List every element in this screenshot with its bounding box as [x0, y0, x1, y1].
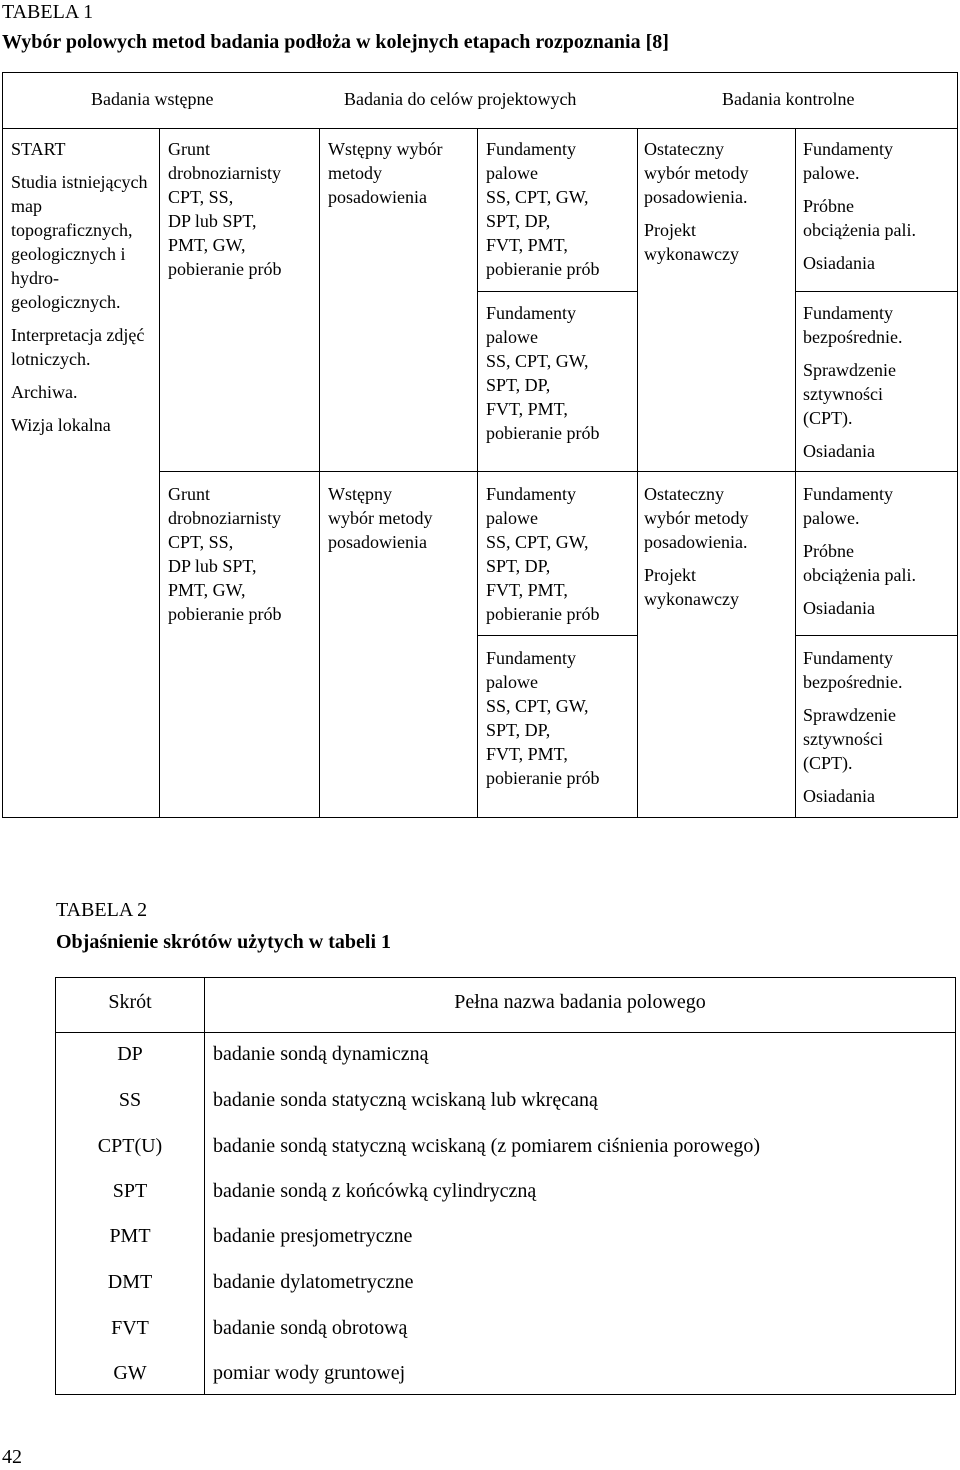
line: FVT, PMT, — [486, 399, 568, 419]
line: (CPT). — [803, 753, 853, 773]
abbr-cell: CPT(U) — [97, 1135, 163, 1157]
line: metody — [328, 163, 382, 183]
line: palowe — [486, 163, 538, 183]
page-number: 42 — [2, 1446, 22, 1468]
a-foundation-2 — [486, 301, 599, 445]
line: (CPT). — [803, 408, 853, 428]
line: SPT, DP, — [486, 375, 551, 395]
header-control: Badania kontrolne — [722, 89, 855, 109]
table2-label: TABELA 2 — [56, 899, 148, 921]
line: palowe — [486, 672, 538, 692]
line: Wstępny wybór — [328, 139, 443, 159]
abbr-cell: GW — [113, 1362, 147, 1384]
line: palowe — [486, 327, 538, 347]
a-preliminary — [328, 137, 442, 209]
line: SS, CPT, GW, — [486, 532, 589, 552]
header-preliminary: Badania wstępne — [91, 89, 214, 109]
grid-line — [795, 291, 957, 292]
line: palowe. — [803, 163, 860, 183]
a-control-1 — [803, 137, 916, 275]
b-preliminary — [328, 482, 432, 554]
grid-line — [477, 291, 637, 292]
line: posadowienia. — [644, 532, 748, 552]
line: Fundamenty — [803, 484, 893, 504]
col-full-header: Pełna nazwa badania polowego — [454, 991, 706, 1013]
line: Próbne — [803, 541, 854, 561]
full-name-cell: badanie sondą statyczną wciskaną (z pomiarem ciśnienia porowego) — [213, 1135, 761, 1157]
line: Ostateczny — [644, 484, 724, 504]
line: Osiadania — [803, 786, 875, 806]
b-final — [644, 482, 748, 611]
line: pobieranie prób — [168, 259, 282, 279]
start-cell — [11, 137, 156, 437]
b-soil — [168, 482, 281, 626]
grid-line — [477, 129, 478, 817]
line: Osiadania — [803, 598, 875, 618]
line: PMT, GW, — [168, 580, 246, 600]
a-final — [644, 137, 748, 266]
line: DP lub SPT, — [168, 211, 257, 231]
full-name-cell: badanie sondą obrotową — [213, 1317, 408, 1339]
line: Fundamenty — [486, 648, 576, 668]
line: sztywności — [803, 384, 883, 404]
grid-line — [477, 635, 637, 636]
line: SS, CPT, GW, — [486, 351, 589, 371]
grid-line — [795, 129, 796, 817]
a-foundation-1 — [486, 137, 599, 281]
line: Próbne — [803, 196, 854, 216]
line: bezpośrednie. — [803, 327, 903, 347]
abbr-cell: DMT — [107, 1271, 153, 1293]
line: Wstępny — [328, 484, 392, 504]
b-control-1 — [803, 482, 916, 620]
grid-line — [159, 471, 957, 472]
abbr-cell: DP — [117, 1043, 143, 1065]
line: FVT, PMT, — [486, 580, 568, 600]
line: Osiadania — [803, 441, 875, 461]
col-abbr-header: Skrót — [108, 991, 152, 1013]
line: pobieranie prób — [486, 423, 600, 443]
line: SPT, DP, — [486, 720, 551, 740]
grid-line — [56, 1032, 955, 1033]
line: pobieranie prób — [486, 768, 600, 788]
line: Fundamenty — [486, 139, 576, 159]
start-archives: Archiwa. — [11, 382, 78, 402]
start-studies: Studia istniejących map topograficznych, geologicznych i hydro-geologicznych. — [11, 172, 148, 312]
full-name-cell: badanie presjometryczne — [213, 1225, 413, 1247]
table2-title: Objaśnienie skrótów użytych w tabeli 1 — [56, 931, 391, 953]
line: pobieranie prób — [168, 604, 282, 624]
grid-line — [159, 129, 160, 817]
line: wykonawczy — [644, 589, 739, 609]
line: wybór metody — [328, 508, 433, 528]
full-name-cell: pomiar wody gruntowej — [213, 1362, 406, 1384]
grid-line — [204, 978, 205, 1394]
line: CPT, SS, — [168, 187, 234, 207]
b-foundation-1 — [486, 482, 599, 626]
table2 — [55, 977, 956, 1395]
line: PMT, GW, — [168, 235, 246, 255]
line: Fundamenty — [486, 303, 576, 323]
line: Grunt — [168, 139, 210, 159]
abbr-cell: SPT — [112, 1180, 148, 1202]
b-control-2 — [803, 646, 902, 808]
line: obciążenia pali. — [803, 565, 916, 585]
line: Projekt — [644, 565, 696, 585]
abbr-cell: FVT — [111, 1317, 149, 1339]
grid-line — [319, 129, 320, 817]
line: pobieranie prób — [486, 604, 600, 624]
line: pobieranie prób — [486, 259, 600, 279]
line: Sprawdzenie — [803, 705, 896, 725]
start-site-visit: Wizja lokalna — [11, 415, 111, 435]
abbr-cell: PMT — [109, 1225, 151, 1247]
grid-line — [637, 129, 638, 817]
line: posadowienia — [328, 532, 427, 552]
grid-line — [3, 128, 957, 129]
line: Fundamenty — [803, 139, 893, 159]
line: FVT, PMT, — [486, 744, 568, 764]
full-name-cell: badanie dylatometryczne — [213, 1271, 414, 1293]
b-foundation-2 — [486, 646, 599, 790]
line: wykonawczy — [644, 244, 739, 264]
line: wybór metody — [644, 163, 749, 183]
line: FVT, PMT, — [486, 235, 568, 255]
line: Projekt — [644, 220, 696, 240]
line: bezpośrednie. — [803, 672, 903, 692]
line: DP lub SPT, — [168, 556, 257, 576]
line: sztywności — [803, 729, 883, 749]
full-name-cell: badanie sondą z końcówką cylindryczną — [213, 1180, 537, 1202]
start-title: START — [11, 139, 66, 159]
line: posadowienia — [328, 187, 427, 207]
line: posadowienia. — [644, 187, 748, 207]
a-soil — [168, 137, 281, 281]
line: palowe. — [803, 508, 860, 528]
full-name-cell: badanie sondą dynamiczną — [213, 1043, 429, 1065]
abbr-cell: SS — [118, 1089, 142, 1111]
line: Osiadania — [803, 253, 875, 273]
table1-title: Wybór polowych metod badania podłoża w kolejnych etapach rozpoznania [8] — [2, 31, 669, 53]
line: SPT, DP, — [486, 556, 551, 576]
line: CPT, SS, — [168, 532, 234, 552]
line: wybór metody — [644, 508, 749, 528]
line: drobnoziarnisty — [168, 163, 281, 183]
line: SPT, DP, — [486, 211, 551, 231]
header-design: Badania do celów projektowych — [344, 89, 577, 109]
line: SS, CPT, GW, — [486, 696, 589, 716]
a-control-2 — [803, 301, 902, 463]
line: Fundamenty — [486, 484, 576, 504]
line: Fundamenty — [803, 648, 893, 668]
line: Grunt — [168, 484, 210, 504]
line: Ostateczny — [644, 139, 724, 159]
full-name-cell: badanie sonda statyczną wciskaną lub wkręcaną — [213, 1089, 598, 1111]
grid-line — [795, 635, 957, 636]
table1-label: TABELA 1 — [2, 1, 94, 23]
line: SS, CPT, GW, — [486, 187, 589, 207]
line: palowe — [486, 508, 538, 528]
line: Sprawdzenie — [803, 360, 896, 380]
line: obciążenia pali. — [803, 220, 916, 240]
table1 — [2, 72, 958, 818]
start-aerial: Interpretacja zdjęć lotniczych. — [11, 325, 145, 369]
line: drobnoziarnisty — [168, 508, 281, 528]
line: Fundamenty — [803, 303, 893, 323]
